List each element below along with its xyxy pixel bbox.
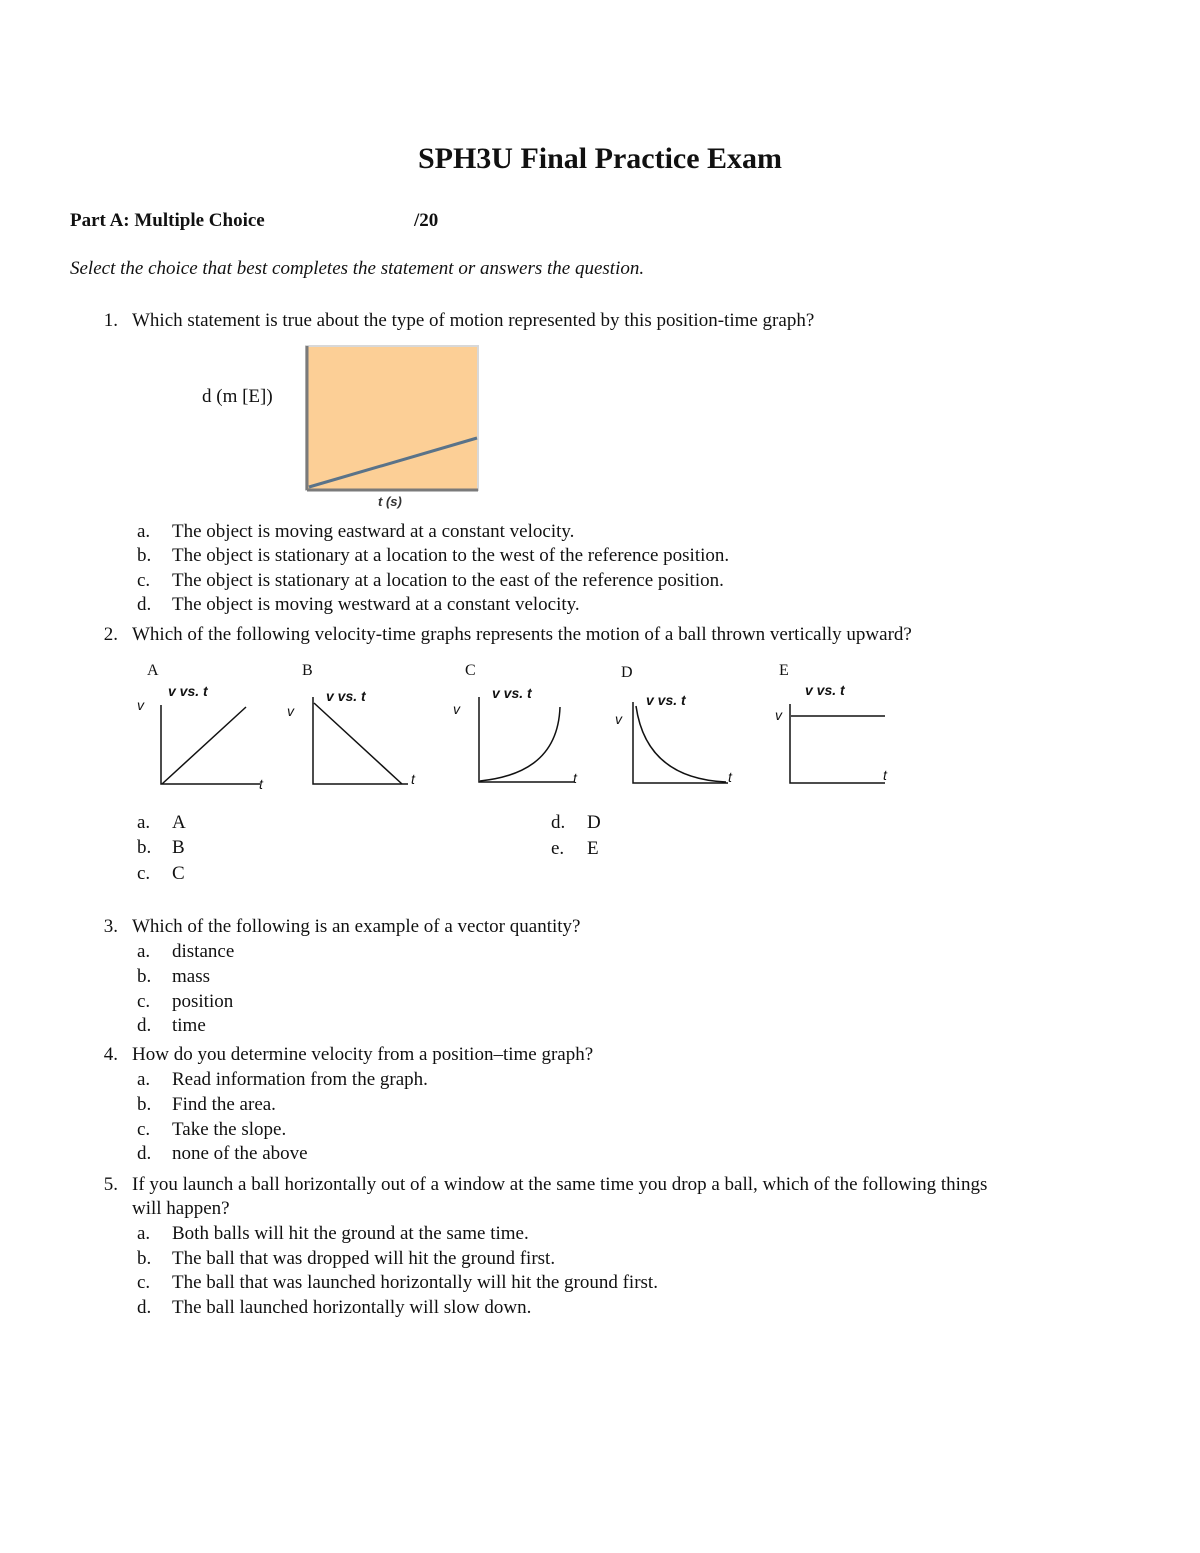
instructions: Select the choice that best completes the statement or answers the question.	[70, 258, 645, 279]
graph-d-curve	[636, 706, 726, 782]
option-letter: d.	[137, 1015, 152, 1036]
option-letter: c.	[137, 863, 151, 884]
graph-title: v vs. t	[805, 682, 845, 698]
graph-x-label: t (s)	[378, 494, 402, 509]
option-text[interactable]: E	[587, 838, 599, 859]
graph-y-label: v	[453, 701, 460, 717]
graph-label: B	[302, 662, 313, 679]
option-text[interactable]: Both balls will hit the ground at the same time.	[172, 1223, 529, 1244]
graph-label: D	[621, 664, 633, 681]
graph-x-label: t	[411, 771, 415, 787]
graph-y-label: v	[615, 711, 622, 727]
option-text[interactable]: B	[172, 837, 185, 858]
question-text-line-1: If you launch a ball horizontally out of a window at the same time you drop a ball, which of the following things	[132, 1174, 988, 1195]
option-text[interactable]: Take the slope.	[172, 1119, 287, 1140]
option-letter: a.	[137, 521, 151, 542]
option-text[interactable]: The object is stationary at a location to the east of the reference position.	[172, 570, 724, 591]
question-number: 5.	[103, 1174, 118, 1195]
graph-x-label: t	[883, 767, 887, 783]
graph-c-curve	[480, 707, 560, 781]
graph-y-label: d (m [E])	[202, 386, 273, 407]
option-letter: b.	[137, 1094, 152, 1115]
graph-y-label: v	[287, 703, 294, 719]
option-letter: d.	[137, 1297, 152, 1318]
graph-title: v vs. t	[326, 688, 366, 704]
graph-x-label: t	[259, 776, 263, 792]
graph-label: C	[465, 662, 476, 679]
option-letter: c.	[137, 570, 151, 591]
option-text[interactable]: none of the above	[172, 1143, 308, 1164]
option-letter: d.	[551, 812, 566, 833]
option-letter: a.	[137, 1069, 151, 1090]
option-text[interactable]: mass	[172, 966, 210, 987]
question-number: 4.	[103, 1044, 118, 1065]
option-letter: e.	[551, 838, 565, 859]
page-title: SPH3U Final Practice Exam	[417, 142, 783, 175]
graph-title: v vs. t	[168, 683, 208, 699]
graph-label: A	[147, 662, 159, 679]
graph-a-line	[162, 707, 246, 784]
option-text[interactable]: The object is moving westward at a constant velocity.	[172, 594, 580, 615]
option-text[interactable]: Read information from the graph.	[172, 1069, 428, 1090]
graph-b-line	[314, 703, 402, 784]
option-letter: d.	[137, 594, 152, 615]
option-letter: c.	[137, 991, 151, 1012]
option-text[interactable]: A	[172, 812, 186, 833]
question-text: Which of the following is an example of a vector quantity?	[132, 916, 581, 937]
question-number: 3.	[103, 916, 118, 937]
graph-a	[160, 705, 260, 785]
option-letter: b.	[137, 545, 152, 566]
part-heading: Part A: Multiple Choice	[70, 210, 265, 231]
question-number: 2.	[103, 624, 118, 645]
graph-b	[312, 697, 408, 785]
option-text[interactable]: The ball launched horizontally will slow down.	[172, 1297, 532, 1318]
graph-title: v vs. t	[492, 685, 532, 701]
option-letter: c.	[137, 1119, 151, 1140]
graph-e	[789, 704, 885, 784]
option-letter: b.	[137, 837, 152, 858]
question-number: 1.	[103, 310, 118, 331]
graph-d	[632, 702, 730, 784]
graph-title: v vs. t	[646, 692, 686, 708]
option-text[interactable]: The object is moving eastward at a constant velocity.	[172, 521, 575, 542]
graph-b-axes	[313, 697, 408, 784]
option-text[interactable]: distance	[172, 941, 235, 962]
option-letter: a.	[137, 1223, 151, 1244]
option-text[interactable]: The object is stationary at a location to the west of the reference position.	[172, 545, 730, 566]
graph-y-label: v	[137, 697, 144, 713]
graph-y-label: v	[775, 707, 782, 723]
option-letter: c.	[137, 1272, 151, 1293]
question-text: How do you determine velocity from a position–time graph?	[132, 1044, 594, 1065]
option-letter: d.	[137, 1143, 152, 1164]
option-text[interactable]: D	[587, 812, 601, 833]
option-text[interactable]: Find the area.	[172, 1094, 276, 1115]
position-time-graph	[305, 345, 481, 493]
option-text[interactable]: C	[172, 863, 185, 884]
option-letter: a.	[137, 812, 151, 833]
graph-c	[478, 697, 574, 783]
option-text[interactable]: The ball that was dropped will hit the ground first.	[172, 1248, 556, 1269]
question-text: Which statement is true about the type of motion represented by this position-time graph?	[132, 310, 815, 331]
question-text: Which of the following velocity-time graphs represents the motion of a ball thrown vertically upward?	[132, 624, 912, 645]
option-text[interactable]: position	[172, 991, 234, 1012]
graph-x-label: t	[728, 769, 732, 785]
option-letter: a.	[137, 941, 151, 962]
question-text-line-2: will happen?	[132, 1198, 230, 1219]
part-score: /20	[414, 210, 439, 231]
graph-label: E	[779, 662, 789, 679]
graph-x-label: t	[573, 770, 577, 786]
option-text[interactable]: time	[172, 1015, 206, 1036]
option-letter: b.	[137, 1248, 152, 1269]
option-letter: b.	[137, 966, 152, 987]
option-text[interactable]: The ball that was launched horizontally will hit the ground first.	[172, 1272, 658, 1293]
graph-background	[306, 346, 478, 490]
